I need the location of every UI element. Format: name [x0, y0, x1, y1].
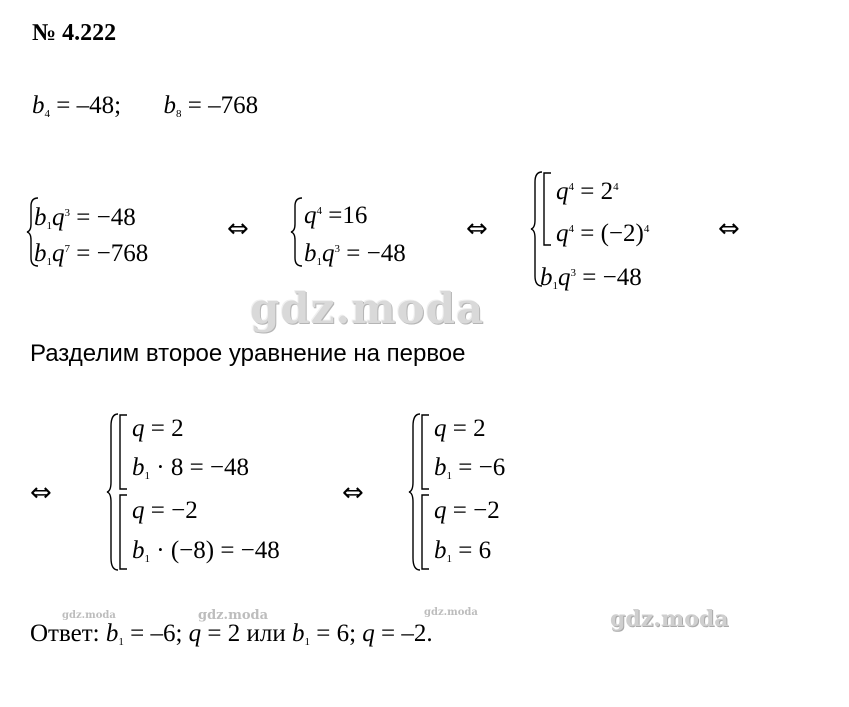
answer-label: Ответ:	[30, 620, 106, 647]
system4-r1: q = 2	[132, 415, 184, 442]
watermark-right: gdz.moda	[610, 606, 729, 632]
system5-r2: $b_1 = -6$	[434, 454, 506, 482]
system2-brace	[290, 196, 304, 268]
var-b8: b	[163, 92, 177, 119]
equiv-symbol-1: ⇔	[227, 214, 249, 244]
system3-bracket	[542, 172, 552, 246]
system5-r3: q = −2	[434, 497, 500, 524]
watermark-small-3: gdz.moda	[424, 607, 478, 618]
system5-bracket-bottom	[420, 494, 430, 570]
given-line	[32, 92, 258, 120]
sub-8: 8	[176, 108, 182, 120]
system4-r3: q = −2	[132, 497, 198, 524]
system2-eq2: $b_1q^3 = -48$	[304, 240, 406, 268]
equiv-symbol-3: ⇔	[718, 214, 740, 244]
system5-r1: q = 2	[434, 415, 486, 442]
system1-eq1: $b_1q^3 = -48$	[34, 204, 136, 232]
system4-bracket-bottom	[118, 494, 128, 570]
divide-instruction: Разделим второе уравнение на первое	[30, 340, 466, 367]
equiv-symbol-2: ⇔	[466, 214, 488, 244]
system2-eq1: $q^4 =16$	[304, 202, 368, 229]
system4-bracket-top	[118, 414, 128, 490]
system5-r4: $b_1 = 6$	[434, 537, 492, 565]
problem-number: № 4.222	[32, 20, 117, 46]
system4-r2: $b_1 \cdot 8 = -48$	[132, 454, 250, 482]
watermark-small-2: gdz.moda	[198, 608, 269, 623]
system3-eq2: $q^4 = (-2)^4$	[556, 220, 650, 247]
b8-value: = –768	[181, 92, 259, 119]
system3-eq3: $b_1q^3 = -48$	[540, 264, 642, 292]
system5-bracket-top	[420, 414, 430, 490]
watermark-big: gdz.moda	[250, 284, 485, 333]
answer-line: Ответ: $b_1 = -6$; q = 2 или $b_1 = 6$; q = –2.	[30, 620, 433, 648]
equiv-symbol-4: ⇔	[30, 478, 52, 508]
system4-r4: $b_1 \cdot (-8) = -48$	[132, 537, 280, 565]
system1-eq2: $b_1q^7 = -768$	[34, 240, 149, 268]
b4-value: = –48;	[50, 92, 122, 119]
sub-4: 4	[44, 108, 50, 120]
system3-eq1: $q^4 = 2^4$	[556, 178, 619, 205]
equiv-symbol-5: ⇔	[342, 478, 364, 508]
var-b4: b	[32, 92, 45, 119]
watermark-small-1: gdz.moda	[62, 610, 116, 621]
